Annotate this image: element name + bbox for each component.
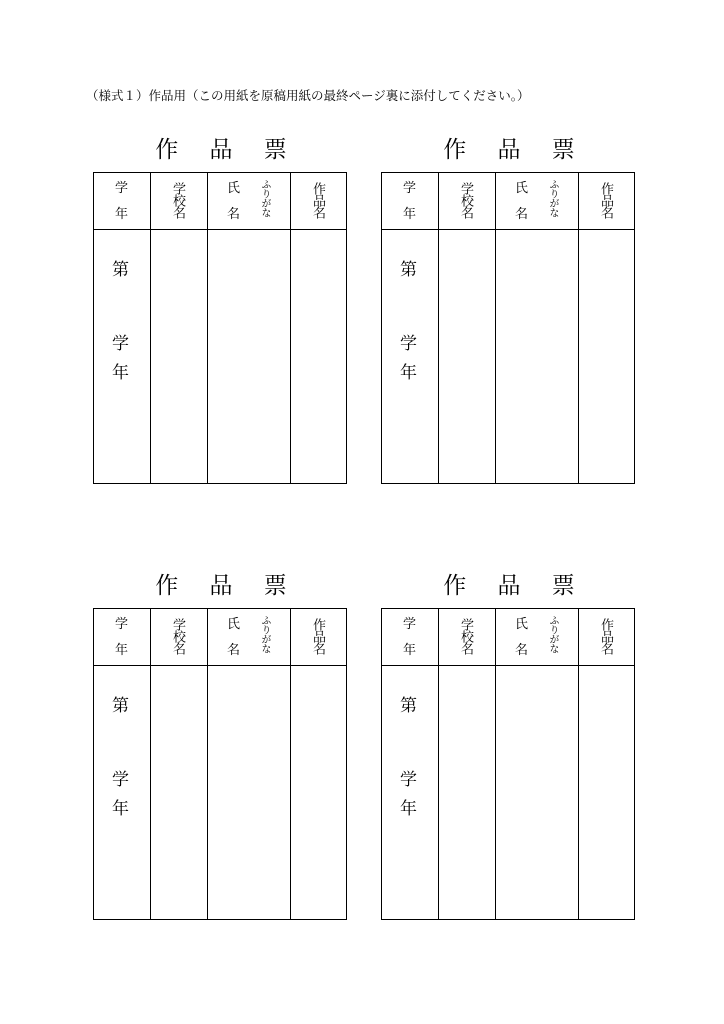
- column-divider: [290, 173, 291, 483]
- grade-dai: 第: [112, 696, 129, 716]
- column-divider: [438, 609, 439, 919]
- column-divider: [150, 609, 151, 919]
- furigana-label: ふりがな: [547, 615, 558, 653]
- furigana-label: ふりがな: [259, 615, 270, 653]
- column-divider: [495, 609, 496, 919]
- header-divider: [382, 229, 634, 230]
- work-name-header: 作品名: [598, 618, 613, 654]
- name-header-bottom: 名: [515, 207, 529, 222]
- grade-dai: 第: [112, 260, 129, 280]
- ticket-table: [93, 608, 347, 920]
- grade-nen: 年: [400, 363, 417, 383]
- name-header-top: 氏: [227, 181, 241, 196]
- ticket-title: 作 品 票: [443, 573, 587, 599]
- work-name-header: 作品名: [598, 182, 613, 218]
- column-divider: [495, 173, 496, 483]
- ticket-title: 作 品 票: [443, 137, 587, 163]
- grade-header-bottom: 年: [403, 207, 417, 222]
- ticket-table: [381, 172, 635, 484]
- header-divider: [94, 229, 346, 230]
- name-header-top: 氏: [515, 617, 529, 632]
- name-header-top: 氏: [227, 617, 241, 632]
- column-divider: [578, 173, 579, 483]
- column-divider: [207, 173, 208, 483]
- work-ticket-4: [381, 567, 637, 927]
- grade-header-top: 学: [115, 617, 129, 632]
- ticket-table: [93, 172, 347, 484]
- ticket-title: 作 品 票: [155, 137, 299, 163]
- work-ticket-2: [381, 131, 637, 491]
- name-header-bottom: 名: [227, 643, 241, 658]
- grade-header-top: 学: [403, 617, 417, 632]
- ticket-title: 作 品 票: [155, 573, 299, 599]
- furigana-label: ふりがな: [259, 179, 270, 217]
- school-name-header: 学校名: [458, 618, 473, 654]
- grade-nen: 年: [112, 799, 129, 819]
- form-instruction: （様式１）作品用（この用紙を原稿用紙の最終ページ裏に添付してください。）: [86, 88, 530, 103]
- grade-header-bottom: 年: [115, 207, 129, 222]
- column-divider: [578, 609, 579, 919]
- work-ticket-1: [93, 131, 349, 491]
- column-divider: [150, 173, 151, 483]
- header-divider: [94, 665, 346, 666]
- column-divider: [290, 609, 291, 919]
- ticket-table: [381, 608, 635, 920]
- grade-gaku: 学: [400, 334, 417, 354]
- furigana-label: ふりがな: [547, 179, 558, 217]
- grade-nen: 年: [400, 799, 417, 819]
- work-name-header: 作品名: [310, 618, 325, 654]
- name-header-bottom: 名: [227, 207, 241, 222]
- work-ticket-3: [93, 567, 349, 927]
- column-divider: [207, 609, 208, 919]
- grade-nen: 年: [112, 363, 129, 383]
- grade-gaku: 学: [112, 334, 129, 354]
- grade-header-bottom: 年: [403, 643, 417, 658]
- header-divider: [382, 665, 634, 666]
- grade-header-top: 学: [403, 181, 417, 196]
- school-name-header: 学校名: [170, 618, 185, 654]
- grade-gaku: 学: [400, 770, 417, 790]
- grade-dai: 第: [400, 696, 417, 716]
- column-divider: [438, 173, 439, 483]
- school-name-header: 学校名: [170, 182, 185, 218]
- name-header-bottom: 名: [515, 643, 529, 658]
- grade-header-bottom: 年: [115, 643, 129, 658]
- grade-header-top: 学: [115, 181, 129, 196]
- grade-dai: 第: [400, 260, 417, 280]
- work-name-header: 作品名: [310, 182, 325, 218]
- name-header-top: 氏: [515, 181, 529, 196]
- school-name-header: 学校名: [458, 182, 473, 218]
- grade-gaku: 学: [112, 770, 129, 790]
